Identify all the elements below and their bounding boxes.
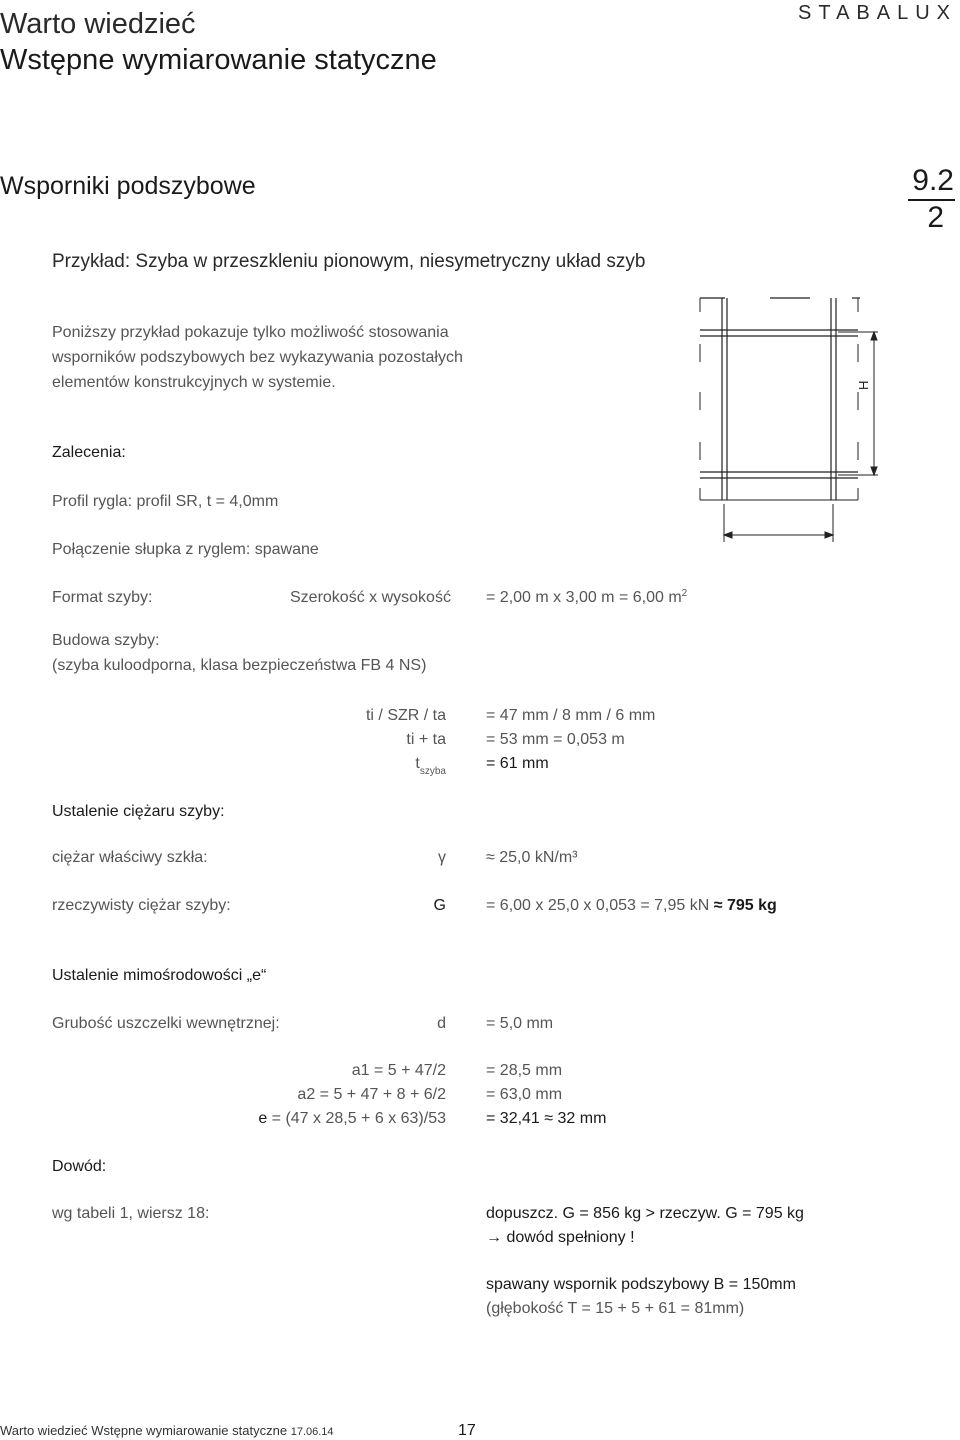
format-label: Format szyby: [52,589,153,606]
proof-line-4: (głębokość T = 15 + 5 + 61 = 81mm) [486,1300,745,1317]
weight-heading: Ustalenie ciężaru szyby: [52,803,225,820]
actual-weight-value: = 6,00 x 25,0 x 0,053 = 7,95 kN ≈ 795 kg [486,897,777,914]
gasket-symbol: d [437,1015,446,1032]
specific-weight-value: ≈ 25,0 kN/m³ [486,849,578,866]
intro-line-3: elementów konstrukcyjnych w systemie. [52,374,336,391]
proof-line-1: dopuszcz. G = 856 kg > rzeczyw. G = 795 kg [486,1205,804,1222]
intro-line-1: Poniższy przykład pokazuje tylko możliwość stosowania [52,324,449,341]
a2-value: = 63,0 mm [486,1086,563,1103]
dimension-h-label: H [856,380,871,390]
footer-text: Warto wiedzieć Wstępne wymiarowanie statyczne 17.06.14 [0,1423,334,1438]
e-value: = 32,41 ≈ 32 mm [486,1110,607,1127]
proof-heading: Dowód: [52,1158,107,1175]
section-title: Wsporniki podszybowe [0,172,256,200]
glass-layers-value: = 47 mm / 8 mm / 6 mm [486,707,656,724]
build-description: (szyba kuloodporna, klasa bezpieczeństwa FB 4 NS) [52,657,427,674]
chapter-subnumber: 2 [927,201,944,234]
profile-text: Profil rygla: profil SR, t = 4,0mm [52,493,279,510]
glass-thickness-label: $t_{szyba}$ [415,755,446,777]
a1-label: a1 = 5 + 47/2 [351,1062,446,1079]
actual-weight-symbol: G [433,897,446,914]
example-title: Przykład: Szyba w przeszkleniu pionowym, niesymetryczny układ szyb [52,251,646,272]
a1-value: = 28,5 mm [486,1062,563,1079]
page-number: 17 [458,1422,476,1439]
a2-label: a2 = 5 + 47 + 8 + 6/2 [297,1086,446,1103]
intro-line-2: wsporników podszybowych bez wykazywania pozostałych [52,349,463,366]
table-reference: wg tabeli 1, wiersz 18: [52,1205,210,1222]
gasket-value: = 5,0 mm [486,1015,554,1032]
eccentricity-heading: Ustalenie mimośrodowości „e“ [52,967,267,984]
glass-sum-value: = 53 mm = 0,053 m [486,731,625,748]
actual-weight-result: ≈ 795 kg [713,897,777,914]
glass-sum-label: ti + ta [406,731,446,748]
proof-line-3: spawany wspornik podszybowy B = 150mm [486,1276,796,1293]
chapter-number: 9.2 [912,164,954,197]
glazing-diagram [680,292,880,542]
actual-weight-label: rzeczywisty ciężar szyby: [52,897,231,914]
recommendations-heading: Zalecenia: [52,444,126,461]
gasket-label: Grubość uszczelki wewnętrznej: [52,1015,280,1032]
specific-weight-symbol: γ [438,849,446,866]
format-value: = 2,00 m x 3,00 m = 6,00 $m^2$ [486,588,688,606]
header-title-line1: Warto wiedzieć [0,8,196,40]
glass-layers-label: ti / SZR / ta [365,707,446,724]
e-label: e = (47 x 28,5 + 6 x 63)/53 [258,1110,446,1127]
specific-weight-label: ciężar właściwy szkła: [52,849,208,866]
format-description: Szerokość x wysokość [290,589,451,606]
build-label: Budowa szyby: [52,632,160,649]
header-title-line2: Wstępne wymiarowanie statyczne [0,44,437,76]
connection-text: Połączenie słupka z ryglem: spawane [52,541,319,558]
glass-thickness-value: = 61 mm [486,755,549,772]
proof-line-2: → dowód spełniony ! [486,1229,635,1246]
brand-logo: STABALUX [798,2,957,24]
